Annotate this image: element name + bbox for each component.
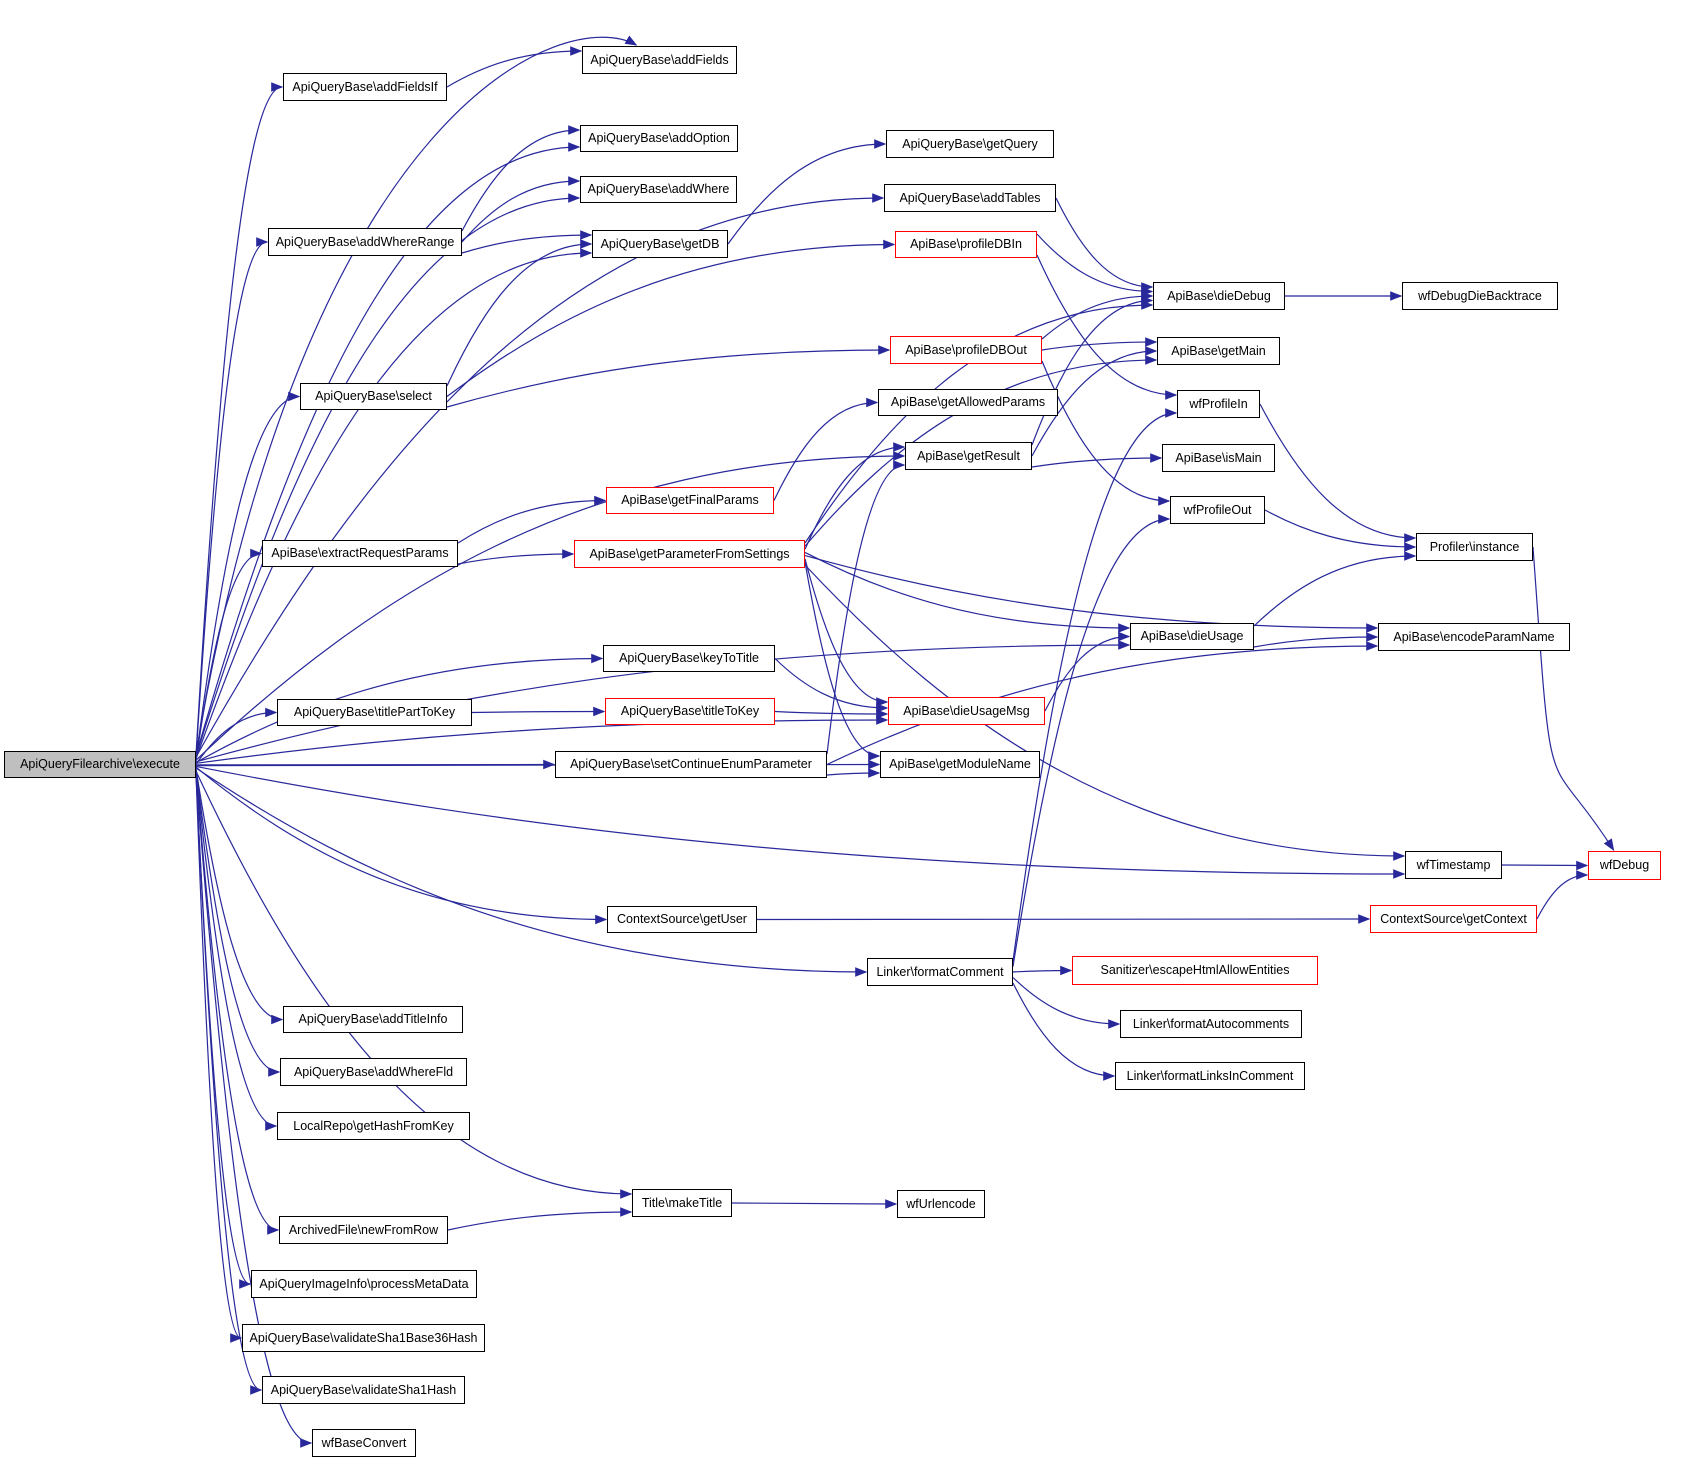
edge-getDB-to-getQuery: [728, 144, 885, 244]
edge-execute-to-addWhere: [196, 198, 579, 756]
edge-getContext-to-wfDebug: [1537, 875, 1587, 919]
edge-formatComment-to-formatLinksInComment: [1013, 983, 1114, 1076]
graph-node-encodeParamName[interactable]: ApiBase\encodeParamName: [1378, 623, 1570, 651]
edge-execute-to-getHashFromKey: [196, 770, 276, 1126]
graph-node-wfProfileIn[interactable]: wfProfileIn: [1177, 390, 1260, 418]
graph-node-addFieldsIf[interactable]: ApiQueryBase\addFieldsIf: [283, 73, 447, 101]
edge-instance-to-wfDebug: [1533, 547, 1614, 850]
graph-node-formatComment[interactable]: Linker\formatComment: [867, 958, 1013, 986]
edge-profileDBOut-to-getMain: [1042, 342, 1156, 350]
graph-node-getUser[interactable]: ContextSource\getUser: [607, 906, 757, 933]
graph-node-getContext[interactable]: ContextSource\getContext: [1370, 905, 1537, 933]
graph-node-dieDebug[interactable]: ApiBase\dieDebug: [1153, 282, 1285, 310]
graph-node-getAllowedParams[interactable]: ApiBase\getAllowedParams: [878, 389, 1058, 416]
graph-node-keyToTitle[interactable]: ApiQueryBase\keyToTitle: [603, 645, 775, 672]
edge-newFromRow-to-makeTitle: [448, 1212, 631, 1230]
edge-titlePartToKey-to-titleToKey: [472, 712, 604, 713]
edge-profileDBIn-to-wfProfileIn: [1037, 255, 1176, 395]
graph-node-addTitleInfo[interactable]: ApiQueryBase\addTitleInfo: [283, 1006, 463, 1033]
graph-node-setContinueEnumParameter[interactable]: ApiQueryBase\setContinueEnumParameter: [555, 751, 827, 778]
graph-node-dieUsage[interactable]: ApiBase\dieUsage: [1130, 623, 1254, 650]
graph-node-addFields[interactable]: ApiQueryBase\addFields: [582, 46, 737, 74]
edge-execute-to-addTitleInfo: [196, 769, 282, 1020]
edge-extractRequestParams-to-getFinalParams: [458, 501, 605, 544]
edge-select-to-profileDBIn: [447, 245, 894, 397]
graph-node-getMain[interactable]: ApiBase\getMain: [1157, 337, 1280, 365]
graph-node-extractRequestParams[interactable]: ApiBase\extractRequestParams: [262, 540, 458, 567]
graph-node-addWhereFld[interactable]: ApiQueryBase\addWhereFld: [280, 1058, 467, 1086]
graph-node-getHashFromKey[interactable]: LocalRepo\getHashFromKey: [277, 1112, 470, 1140]
edge-formatComment-to-wfProfileOut: [1013, 519, 1169, 967]
edge-profileDBIn-to-dieDebug: [1037, 234, 1152, 292]
graph-node-wfTimestamp[interactable]: wfTimestamp: [1405, 851, 1502, 879]
edge-getParameterFromSettings-to-dieUsageMsg: [805, 559, 887, 702]
graph-node-validateSha1Base36Hash[interactable]: ApiQueryBase\validateSha1Base36Hash: [242, 1324, 485, 1352]
graph-node-wfUrlencode[interactable]: wfUrlencode: [897, 1190, 985, 1218]
graph-node-profileDBOut[interactable]: ApiBase\profileDBOut: [890, 336, 1042, 364]
edge-getResult-to-isMain: [1032, 458, 1161, 467]
graph-node-formatLinksInComment[interactable]: Linker\formatLinksInComment: [1115, 1062, 1305, 1090]
edge-getParameterFromSettings-to-dieUsage: [805, 552, 1129, 628]
graph-node-wfProfileOut[interactable]: wfProfileOut: [1170, 496, 1265, 524]
graph-node-getModuleName[interactable]: ApiBase\getModuleName: [880, 751, 1040, 778]
edge-titleToKey-to-dieUsageMsg: [775, 712, 887, 715]
edge-getUser-to-getContext: [757, 919, 1369, 920]
graph-node-addTables[interactable]: ApiQueryBase\addTables: [884, 184, 1056, 212]
graph-node-processMetaData[interactable]: ApiQueryImageInfo\processMetaData: [251, 1270, 477, 1298]
edge-addTables-to-dieDebug: [1056, 198, 1152, 287]
edge-formatComment-to-escapeHtmlAllowEntities: [1013, 971, 1071, 973]
graph-node-profileDBIn[interactable]: ApiBase\profileDBIn: [895, 231, 1037, 258]
edge-wfTimestamp-to-wfDebug: [1502, 865, 1587, 866]
graph-node-instance[interactable]: Profiler\instance: [1416, 533, 1533, 561]
graph-node-getQuery[interactable]: ApiQueryBase\getQuery: [886, 130, 1054, 158]
graph-node-formatAutocomments[interactable]: Linker\formatAutocomments: [1120, 1010, 1302, 1038]
graph-node-getParameterFromSettings[interactable]: ApiBase\getParameterFromSettings: [574, 540, 805, 568]
edge-dieUsageMsg-to-dieUsage: [1045, 637, 1129, 712]
edge-getParameterFromSettings-to-getResult: [805, 447, 904, 549]
graph-node-select[interactable]: ApiQueryBase\select: [300, 383, 447, 410]
edge-dieUsage-to-encodeParamName: [1254, 637, 1377, 647]
edge-wfProfileIn-to-instance: [1260, 404, 1415, 538]
graph-node-titleToKey[interactable]: ApiQueryBase\titleToKey: [605, 698, 775, 725]
edge-wfProfileOut-to-instance: [1265, 510, 1415, 547]
edge-setContinueEnumParameter-to-getModuleName: [827, 773, 879, 775]
edge-select-to-profileDBOut: [447, 350, 889, 407]
edge-execute-to-wfTimestamp: [196, 766, 1404, 874]
graph-node-escapeHtmlAllowEntities[interactable]: Sanitizer\escapeHtmlAllowEntities: [1072, 956, 1318, 985]
graph-node-wfDebugDieBacktrace[interactable]: wfDebugDieBacktrace: [1402, 282, 1558, 310]
graph-node-dieUsageMsg[interactable]: ApiBase\dieUsageMsg: [888, 697, 1045, 725]
graph-node-getFinalParams[interactable]: ApiBase\getFinalParams: [606, 487, 774, 514]
graph-node-execute: ApiQueryFilearchive\execute: [4, 751, 196, 778]
edge-select-to-getDB: [447, 244, 591, 386]
graph-node-wfDebug[interactable]: wfDebug: [1588, 851, 1661, 880]
graph-node-getResult[interactable]: ApiBase\getResult: [905, 442, 1032, 470]
edge-addWhereRange-to-getDB: [462, 235, 591, 253]
edge-profileDBOut-to-wfProfileOut: [1042, 361, 1169, 501]
edge-getParameterFromSettings-to-getModuleName: [805, 562, 879, 756]
edge-addWhereRange-to-addWhere: [462, 181, 579, 242]
graph-node-addOption[interactable]: ApiQueryBase\addOption: [580, 125, 738, 152]
graph-node-addWhere[interactable]: ApiQueryBase\addWhere: [580, 176, 737, 203]
edge-addFieldsIf-to-addFields: [447, 51, 581, 87]
edge-execute-to-getUser: [196, 767, 606, 919]
graph-node-newFromRow[interactable]: ArchivedFile\newFromRow: [279, 1216, 448, 1244]
graph-node-validateSha1Hash[interactable]: ApiQueryBase\validateSha1Hash: [262, 1376, 465, 1404]
graph-node-makeTitle[interactable]: Title\makeTitle: [632, 1189, 732, 1217]
graph-node-getDB[interactable]: ApiQueryBase\getDB: [592, 230, 728, 258]
graph-node-isMain[interactable]: ApiBase\isMain: [1162, 444, 1275, 472]
edge-dieUsage-to-instance: [1254, 556, 1415, 626]
edge-makeTitle-to-wfUrlencode: [732, 1203, 896, 1204]
edge-execute-to-formatComment: [196, 768, 866, 972]
graph-node-titlePartToKey[interactable]: ApiQueryBase\titlePartToKey: [277, 699, 472, 726]
graph-node-wfBaseConvert[interactable]: wfBaseConvert: [312, 1429, 416, 1457]
graph-node-addWhereRange[interactable]: ApiQueryBase\addWhereRange: [268, 228, 462, 256]
